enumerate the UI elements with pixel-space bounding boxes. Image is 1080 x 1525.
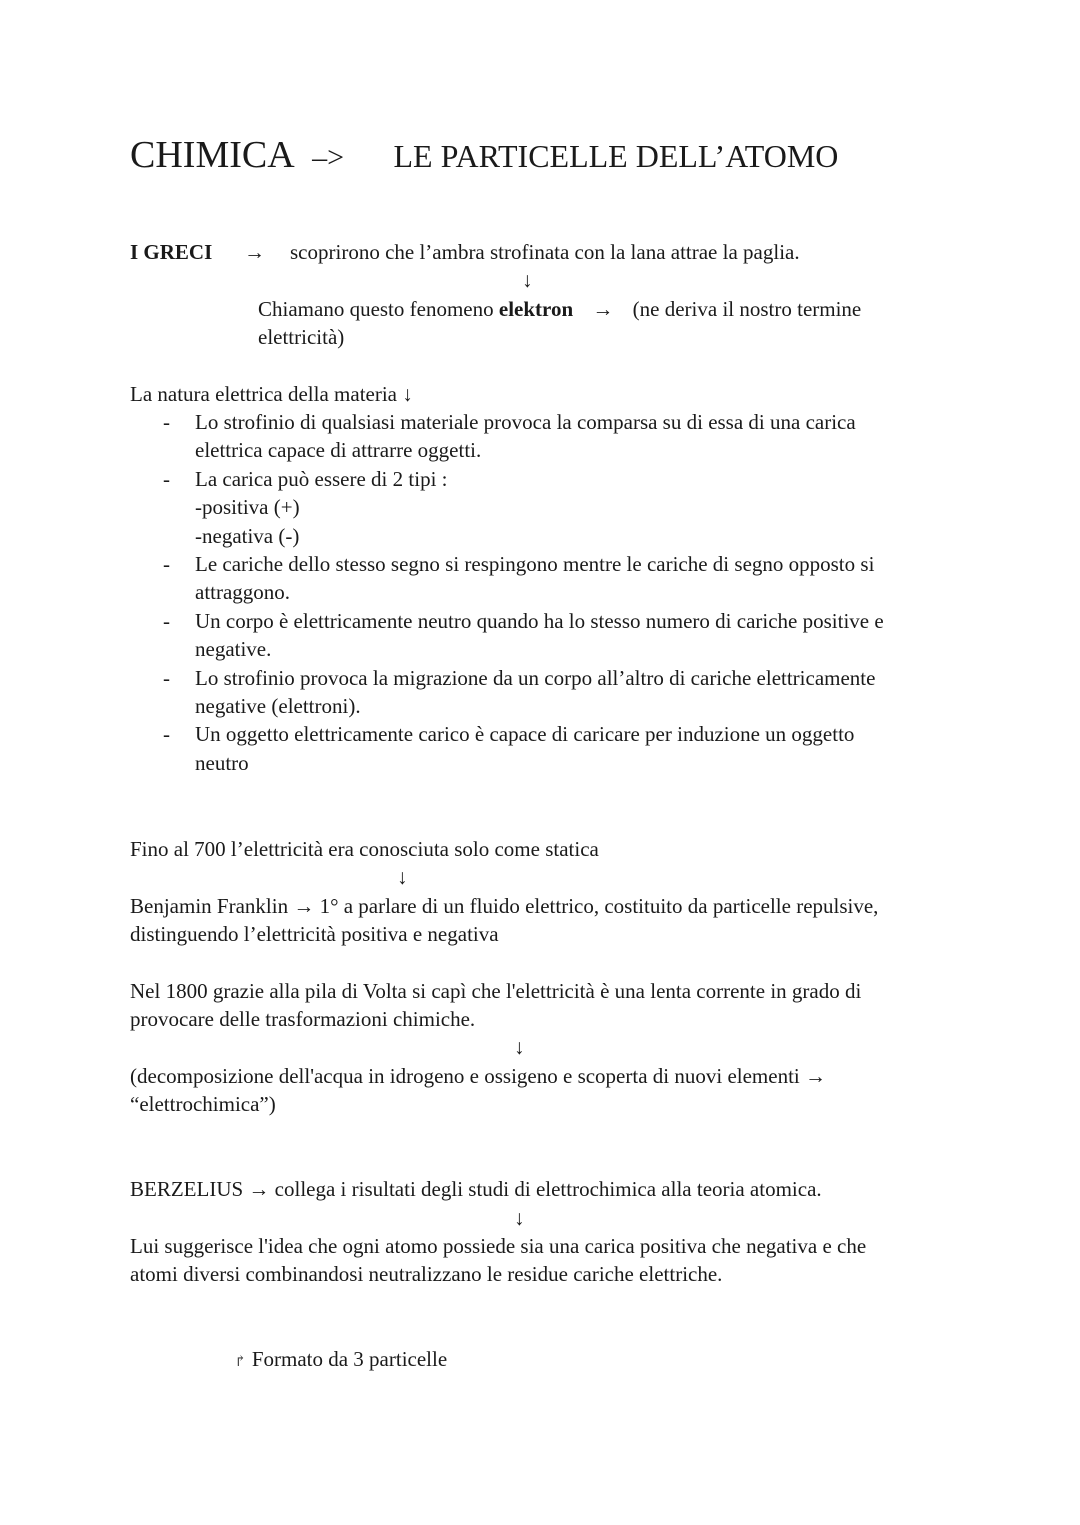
berzelius-line2: Lui suggerisce l'idea che ogni atomo possiede sia una carica positiva che negativa e che: [130, 1234, 867, 1258]
natura-heading: La natura elettrica della materia ↓: [130, 382, 413, 406]
greci-line3: elettricità): [258, 325, 345, 349]
list-item: negative (elettroni).: [195, 694, 361, 718]
volta-line2: provocare delle trasformazioni chimiche.: [130, 1007, 476, 1031]
bullet-dash: -: [163, 466, 170, 491]
greci-text: scoprirono che l’ambra strofinata con la lana attrae la paglia.: [290, 240, 800, 264]
greci-elektron-line: [258, 295, 861, 323]
arrow-down-icon: ↓: [522, 268, 533, 292]
bullet-dash: -: [163, 552, 170, 576]
bullet-dash: -: [163, 665, 170, 690]
bullet-dash: -: [163, 608, 170, 633]
title-arrow: –>: [312, 141, 344, 174]
list-item: negative.: [195, 637, 272, 662]
greci-label: I GRECI: [130, 240, 213, 264]
volta-line3: (decomposizione dell'acqua in idrogeno e ossigeno e scoperta di nuovi elementi →: [130, 1064, 826, 1088]
arrow-right-icon: →: [244, 240, 265, 264]
text: Chiamano questo fenomeno: [258, 297, 494, 321]
berzelius-line1: BERZELIUS → collega i risultati degli studi di elettrochimica alla teoria atomica.: [130, 1177, 822, 1201]
list-item: attraggono.: [195, 580, 291, 605]
arrow-down-icon: ↓: [397, 865, 408, 889]
list-item: neutro: [195, 750, 249, 775]
list-item: Un corpo è elettricamente neutro quando ha lo stesso numero di cariche positive e: [195, 608, 884, 633]
franklin-line1: Fino al 700 l’elettricità era conosciuta solo come statica: [130, 837, 599, 861]
list-item: Un oggetto elettricamente carico è capace di caricare per induzione un oggetto: [195, 722, 855, 747]
arrow-turn-right-icon: ↱: [234, 1354, 247, 1370]
list-item: elettrica capace di attrarre oggetti.: [195, 438, 482, 463]
title-subject: CHIMICA: [130, 134, 293, 176]
page-title: [130, 132, 838, 181]
list-item: Lo strofinio provoca la migrazione da un corpo all’altro di cariche elettricamente: [195, 665, 876, 690]
volta-line4: “elettrochimica”): [130, 1092, 276, 1116]
title-topic: LE PARTICELLE DELL’ATOMO: [393, 138, 839, 174]
berzelius-line3: atomi diversi combinandosi neutralizzano le residue cariche elettriche.: [130, 1262, 723, 1286]
volta-line1: Nel 1800 grazie alla pila di Volta si capì che l'elettricità è una lenta corrente in grado di: [130, 979, 862, 1003]
bullet-dash: -: [163, 722, 170, 747]
list-item: -negativa (-): [195, 523, 300, 548]
franklin-line3: distinguendo l’elettricità positiva e negativa: [130, 922, 499, 946]
formato-line: [234, 1345, 447, 1373]
elektron-term: elektron: [498, 297, 574, 321]
arrow-down-icon: ↓: [514, 1206, 525, 1230]
list-item: -positiva (+): [195, 495, 300, 520]
arrow-right-icon: →: [592, 297, 614, 321]
arrow-down-icon: ↓: [514, 1035, 525, 1059]
list-item: La carica può essere di 2 tipi :: [195, 466, 448, 491]
list-item: Le cariche dello stesso segno si respingono mentre le cariche di segno opposto si: [195, 552, 875, 576]
text: (ne deriva il nostro termine: [632, 297, 862, 321]
franklin-line2: Benjamin Franklin → 1° a parlare di un fluido elettrico, costituito da particelle repulsive,: [130, 894, 879, 918]
formato-text: Formato da 3 particelle: [251, 1347, 448, 1371]
bullet-dash: -: [163, 410, 170, 434]
list-item: Lo strofinio di qualsiasi materiale provoca la comparsa su di essa di una carica: [195, 410, 856, 434]
